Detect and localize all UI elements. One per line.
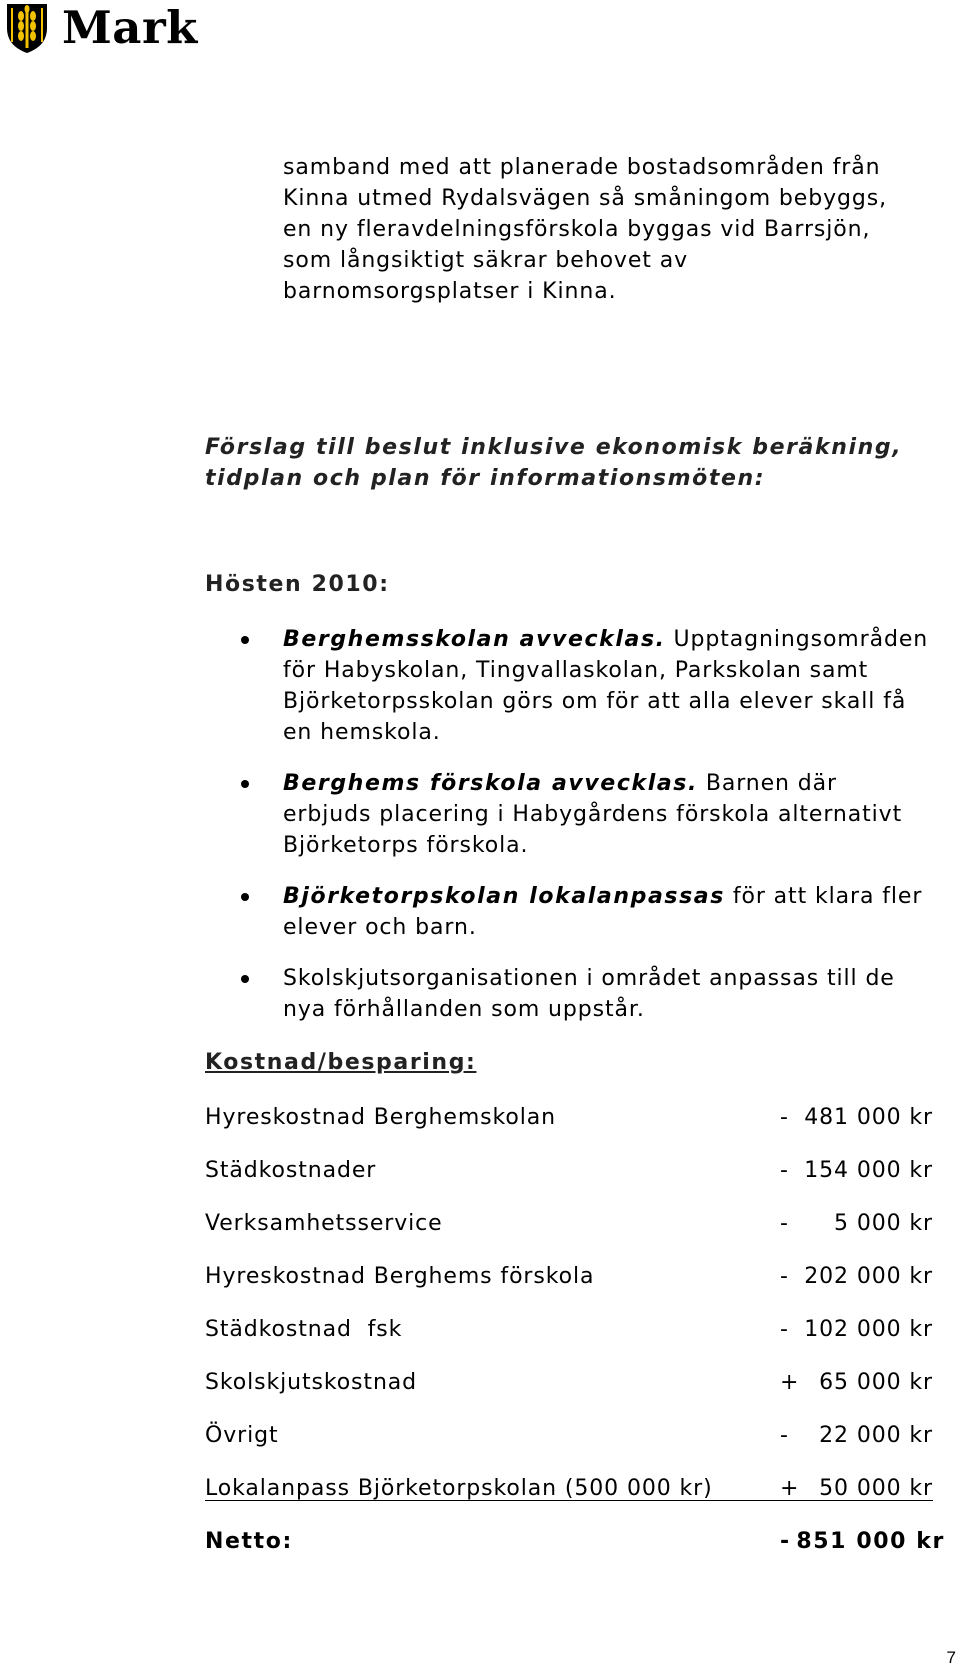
cost-sign: - <box>780 1105 789 1130</box>
cost-amount: 65 000 kr <box>819 1370 933 1395</box>
cost-row <box>205 1261 945 1314</box>
list-item-text: för att klara fler elever och barn. <box>283 884 923 940</box>
cost-sign: + <box>780 1370 800 1395</box>
list-item-lead: Björketorpskolan lokalanpassas <box>283 884 725 909</box>
total-row <box>205 1526 945 1579</box>
season-heading: Hösten 2010: <box>205 572 390 597</box>
cost-heading: Kostnad/besparing: <box>205 1050 477 1075</box>
cost-row <box>205 1208 945 1261</box>
logo-text: Mark <box>62 1 198 54</box>
cost-label: Verksamhetsservice <box>205 1211 443 1236</box>
page-number: 7 <box>946 1648 956 1667</box>
cost-amount: 154 000 kr <box>804 1158 933 1183</box>
cost-sign: - <box>780 1317 789 1342</box>
bullet-icon <box>241 780 249 788</box>
list-item <box>283 768 933 861</box>
coat-of-arms-icon <box>4 2 50 54</box>
cost-label: Städkostnader <box>205 1158 377 1183</box>
list-item <box>283 881 933 943</box>
cost-amount: 102 000 kr <box>804 1317 933 1342</box>
municipality-logo <box>4 2 198 54</box>
cost-table <box>205 1102 945 1579</box>
cost-label: Hyreskostnad Berghemskolan <box>205 1105 556 1130</box>
cost-row <box>205 1155 945 1208</box>
bullet-icon <box>241 636 249 644</box>
total-label: Netto: <box>205 1529 293 1554</box>
cost-label: Lokalanpass Björketorpskolan (500 000 kr) <box>205 1476 713 1501</box>
cost-row <box>205 1314 945 1367</box>
cost-row <box>205 1102 945 1155</box>
total-amount: 851 000 kr <box>796 1529 945 1554</box>
list-item <box>283 624 933 748</box>
cost-label: Skolskjutskostnad <box>205 1370 418 1395</box>
list-item <box>283 963 933 1025</box>
cost-amount: 481 000 kr <box>804 1105 933 1130</box>
total-sign: - <box>780 1529 791 1554</box>
cost-amount: 50 000 kr <box>819 1476 933 1501</box>
cost-sign: - <box>780 1264 789 1289</box>
intro-paragraph: samband med att planerade bostadsområden från Kinna utmed Rydalsvägen så småningom bebyggs, en ny fleravdelningsförskola byggas vid Barrsjön, som långsiktigt säkrar behovet av barnomsorgsplatser i Kinna. <box>283 155 887 304</box>
bullet-icon <box>241 975 249 983</box>
cost-label: Övrigt <box>205 1423 279 1448</box>
list-item-text: Skolskjutsorganisationen i området anpassas till de nya förhållanden som uppstår. <box>283 966 895 1022</box>
cost-row <box>205 1420 945 1473</box>
cost-sign: - <box>780 1158 789 1183</box>
list-item-text: Barnen där erbjuds placering i Habygårdens förskola alternativt Björketorps förskola. <box>283 771 903 858</box>
cost-sign: + <box>780 1476 800 1501</box>
bullet-icon <box>241 893 249 901</box>
cost-label: Städkostnad fsk <box>205 1317 403 1342</box>
cost-amount: 5 000 kr <box>834 1211 933 1236</box>
cost-amount: 202 000 kr <box>804 1264 933 1289</box>
cost-label: Hyreskostnad Berghems förskola <box>205 1264 595 1289</box>
decision-list <box>0 624 960 1045</box>
list-item-text: Upptagningsområden för Habyskolan, Tingvallaskolan, Parkskolan samt Björketorpsskolan görs om för att alla elever skall få en hemskola. <box>283 627 929 745</box>
proposal-heading: Förslag till beslut inklusive ekonomisk beräkning, tidplan och plan för informationsmöten: <box>205 435 903 491</box>
cost-sign: - <box>780 1423 789 1448</box>
cost-amount: 22 000 kr <box>819 1423 933 1448</box>
list-item-lead: Berghemsskolan avvecklas. <box>283 627 666 652</box>
cost-row <box>205 1367 945 1420</box>
cost-sign: - <box>780 1211 789 1236</box>
cost-row <box>205 1473 945 1526</box>
list-item-lead: Berghems förskola avvecklas. <box>283 771 698 796</box>
